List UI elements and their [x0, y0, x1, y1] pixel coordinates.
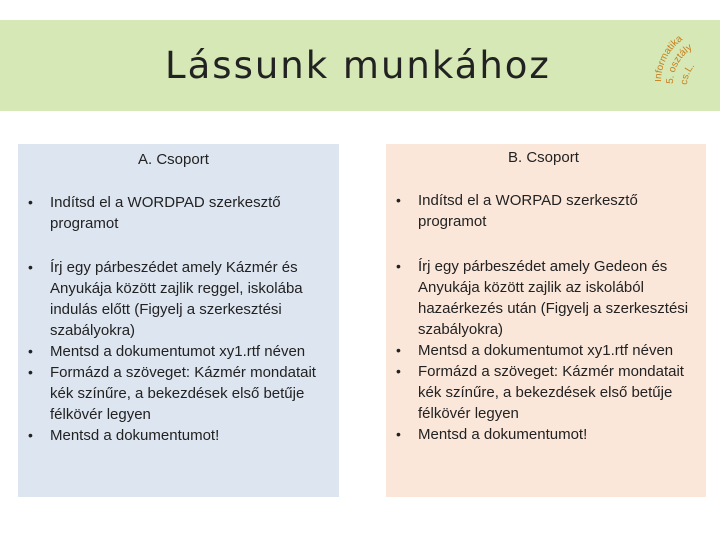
group-a-heading: A. Csoport	[138, 151, 209, 168]
group-b-list	[386, 256, 696, 445]
stamp-line-1: ormatika	[655, 33, 685, 72]
list-item: • Mentsd a dokumentumot!	[386, 424, 696, 445]
list-item: • Mentsd a dokumentumot xy1.rtf néven	[386, 340, 696, 361]
stamp-line-2: 5. osztály	[664, 41, 695, 85]
stamp-arc-text	[655, 24, 717, 86]
list-item: • Írj egy párbeszédet amely Kázmér és Anyukája között zajlik reggel, iskolába indulás előtt (Figyelj a szerkesztési szabályokra)	[18, 257, 318, 341]
group-a-list	[18, 257, 318, 446]
slide-title: Lássunk munkához	[165, 44, 551, 87]
group-b-list-intro	[386, 190, 696, 232]
list-item: • Mentsd a dokumentumot xy1.rtf néven	[18, 341, 318, 362]
list-item: • Írj egy párbeszédet amely Gedeon és Anyukája között zajlik az iskolából hazaérkezés után (Figyelj a szerkesztési szabályokra)	[386, 256, 696, 340]
list-item: • Formázd a szöveget: Kázmér mondatait kék színűre, a bekezdések első betűje félkövér legyen	[386, 361, 696, 424]
list-item: • Mentsd a dokumentumot!	[18, 425, 318, 446]
list-item: • Indítsd el a WORDPAD szerkesztő programot	[18, 192, 318, 234]
stamp-line-3: cs.L.	[678, 60, 698, 86]
subject-stamp	[655, 24, 717, 86]
group-a-list-intro	[18, 192, 318, 234]
list-item: • Indítsd el a WORPAD szerkesztő programot	[386, 190, 696, 232]
list-item: • Formázd a szöveget: Kázmér mondatait kék színűre, a bekezdések első betűje félkövér legyen	[18, 362, 318, 425]
svg-text:cs.L.	[679, 61, 697, 86]
group-b-heading: B. Csoport	[508, 149, 579, 166]
